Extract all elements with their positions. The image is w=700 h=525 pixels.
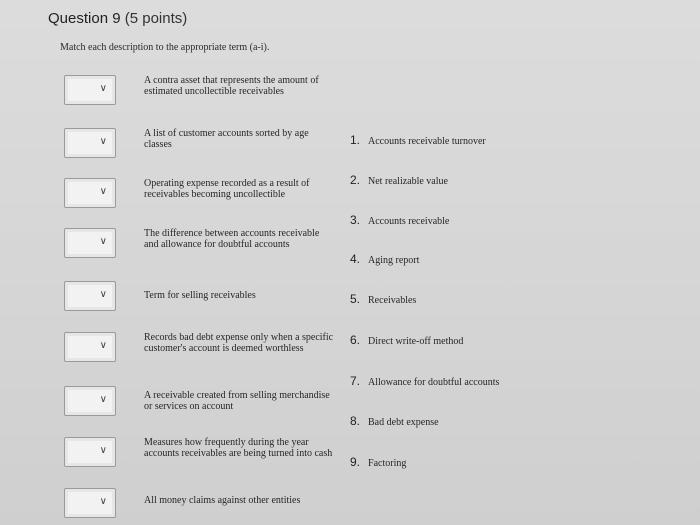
match-select-7[interactable]	[64, 386, 116, 416]
chevron-down-icon: ∨	[99, 445, 107, 456]
match-select-9[interactable]	[64, 488, 116, 518]
description-8: Measures how frequently during the year accounts receivables are being turned into cash	[144, 437, 333, 459]
match-select-5[interactable]	[64, 281, 116, 311]
term-number: 2.	[350, 173, 361, 187]
match-select-8[interactable]	[64, 437, 116, 467]
chevron-down-icon: ∨	[99, 83, 107, 94]
term-item	[350, 374, 499, 388]
term-number: 8.	[350, 414, 361, 428]
term-item	[350, 173, 448, 187]
chevron-down-icon: ∨	[99, 289, 107, 300]
description-3: Operating expense recorded as a result of receivables becoming uncollectible	[144, 178, 310, 200]
term-number: 6.	[350, 333, 361, 347]
term-label: Factoring	[368, 458, 407, 469]
term-label: Aging report	[368, 255, 420, 266]
term-label: Accounts receivable	[368, 216, 450, 227]
description-7: A receivable created from selling merchandise or services on account	[144, 390, 330, 412]
term-label: Bad debt expense	[368, 417, 439, 428]
term-item	[350, 455, 406, 469]
match-select-6[interactable]	[64, 332, 116, 362]
term-number: 1.	[350, 133, 361, 147]
description-2: A list of customer accounts sorted by age classes	[144, 128, 309, 150]
description-5: Term for selling receivables	[144, 290, 256, 301]
description-9: All money claims against other entities	[144, 495, 301, 506]
chevron-down-icon: ∨	[99, 394, 107, 405]
term-number: 3.	[350, 213, 361, 227]
chevron-down-icon: ∨	[99, 136, 107, 147]
term-number: 4.	[350, 252, 361, 266]
match-select-1[interactable]	[64, 75, 116, 105]
term-label: Direct write-off method	[368, 336, 464, 347]
term-label: Allowance for doubtful accounts	[368, 377, 500, 388]
question-title	[48, 10, 187, 27]
term-item	[350, 252, 419, 266]
match-select-2[interactable]	[64, 128, 116, 158]
term-number: 7.	[350, 374, 361, 388]
term-item	[350, 333, 463, 347]
term-item	[350, 292, 416, 306]
chevron-down-icon: ∨	[99, 236, 107, 247]
description-4: The difference between accounts receivable and allowance for doubtful accounts	[144, 228, 320, 250]
chevron-down-icon: ∨	[99, 340, 107, 351]
term-number: 5.	[350, 292, 361, 306]
chevron-down-icon: ∨	[99, 186, 107, 197]
term-label: Receivables	[368, 295, 417, 306]
term-number: 9.	[350, 455, 361, 469]
match-select-4[interactable]	[64, 228, 116, 258]
question-points: (5 points)	[124, 10, 188, 27]
term-label: Net realizable value	[368, 176, 448, 187]
instructions: Match each description to the appropriate term (a-i).	[60, 42, 270, 53]
term-item	[350, 213, 449, 227]
term-label: Accounts receivable turnover	[368, 136, 486, 147]
question-number: Question 9	[48, 10, 121, 27]
term-item	[350, 133, 486, 147]
description-6: Records bad debt expense only when a specific customer's account is deemed worthless	[144, 332, 334, 354]
chevron-down-icon: ∨	[99, 496, 107, 507]
term-item	[350, 414, 439, 428]
description-1: A contra asset that represents the amount of estimated uncollectible receivables	[144, 75, 319, 97]
match-select-3[interactable]	[64, 178, 116, 208]
